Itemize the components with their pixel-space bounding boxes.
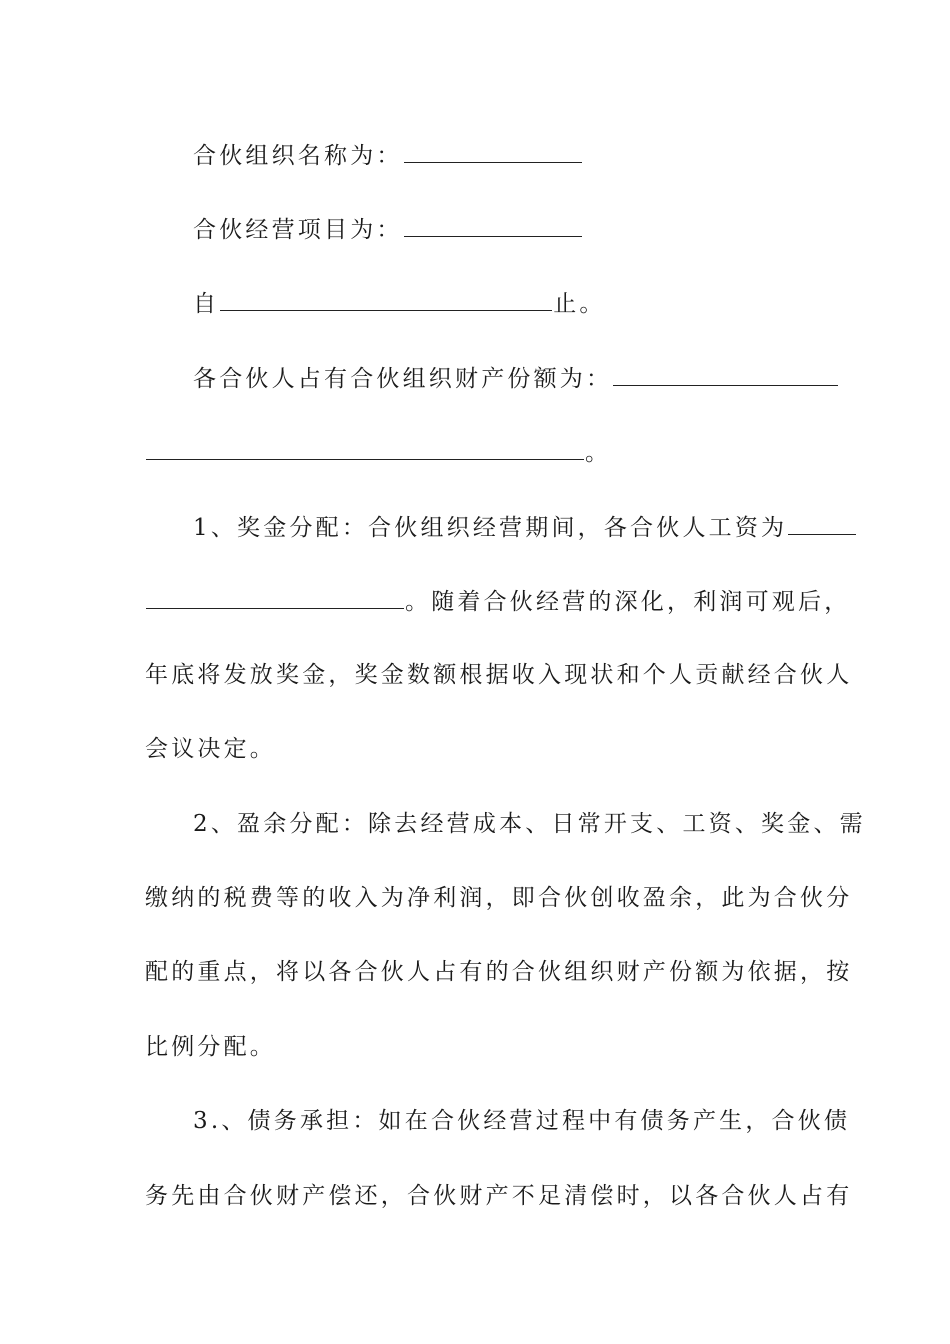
clause-2-line-1 <box>193 809 866 839</box>
clause-3-text-1: 如在合伙经营过程中有债务产生，合伙债 <box>378 1108 851 1134</box>
property-share-end-suffix: 。 <box>585 440 612 466</box>
clause-3-text-2: 务先由合伙财产偿还，合伙财产不足清偿时，以各合伙人占有 <box>145 1183 853 1209</box>
clause-1-text-3: 年底将发放奖金，奖金数额根据收入现状和个人贡献经合伙人 <box>145 662 853 688</box>
clause-2-text-2: 缴纳的税费等的收入为净利润，即合伙创收盈余，此为合伙分 <box>145 885 853 911</box>
clause-1-text-4: 会议决定。 <box>145 736 276 762</box>
property-share-blank-2[interactable] <box>146 437 584 460</box>
clause-1-line-2 <box>145 586 850 617</box>
business-scope-blank[interactable] <box>404 214 582 237</box>
term-prefix: 自 <box>193 291 220 317</box>
clause-1-line-4 <box>145 734 276 764</box>
clause-1-text-1: 合伙组织经营期间，各合伙人工资为 <box>368 515 788 541</box>
clause-1-line-3 <box>145 660 852 690</box>
business-scope-line <box>193 214 583 245</box>
clause-2-line-2 <box>145 883 852 913</box>
clause-2-text-4: 比例分配。 <box>145 1034 276 1060</box>
property-share-blank[interactable] <box>613 363 838 386</box>
clause-3-line-2 <box>145 1181 852 1211</box>
org-name-line <box>193 140 583 171</box>
salary-blank[interactable] <box>788 512 856 535</box>
clause-1-text-2: 。随着合伙经营的深化，利润可观后， <box>405 589 851 615</box>
clause-2-text-1: 除去经营成本、日常开支、工资、奖金、需 <box>368 811 866 837</box>
clause-3-title: 债务承担： <box>247 1108 379 1134</box>
clause-1-line-1 <box>193 512 857 543</box>
term-suffix: 止。 <box>553 291 606 317</box>
clause-2-title: 盈余分配： <box>237 811 369 837</box>
salary-blank-2[interactable] <box>146 586 404 609</box>
clause-1-number: 1、 <box>193 515 238 541</box>
term-blank[interactable] <box>220 288 552 311</box>
clause-3-line-1 <box>193 1106 850 1136</box>
property-share-end-line <box>145 437 611 468</box>
clause-3-number: 3.、 <box>193 1108 248 1134</box>
org-name-blank[interactable] <box>404 140 582 163</box>
clause-2-text-3: 配的重点，将以各合伙人占有的合伙组织财产份额为依据，按 <box>145 959 853 985</box>
clause-1-title: 奖金分配： <box>237 515 369 541</box>
term-line <box>193 288 606 319</box>
clause-2-number: 2、 <box>193 811 238 837</box>
property-share-label: 各合伙人占有合伙组织财产份额为： <box>193 366 613 392</box>
clause-2-line-3 <box>145 957 852 987</box>
business-scope-label: 合伙经营项目为： <box>193 217 403 243</box>
property-share-line <box>193 363 839 394</box>
org-name-label: 合伙组织名称为： <box>193 143 403 169</box>
clause-2-line-4 <box>145 1032 276 1062</box>
